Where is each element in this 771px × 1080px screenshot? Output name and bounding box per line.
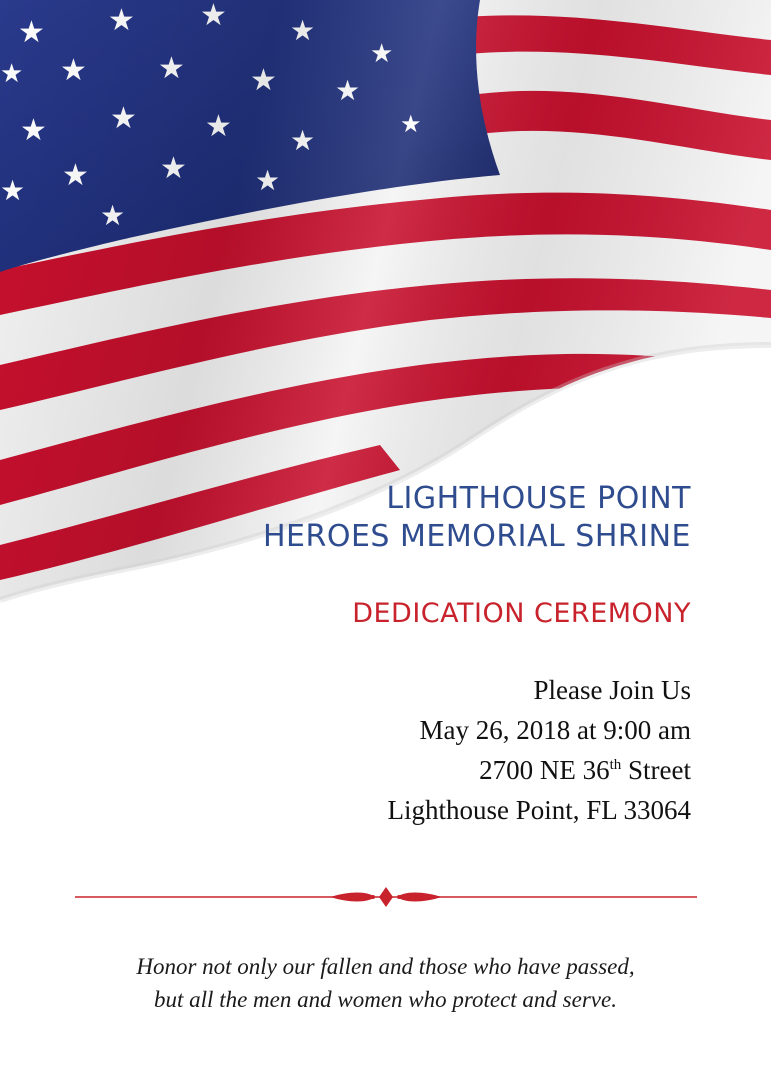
street-suffix: Street bbox=[621, 755, 691, 785]
honor-quote bbox=[40, 950, 731, 1016]
ornamental-divider bbox=[75, 880, 697, 914]
title-line-2: HEROES MEMORIAL SHRINE bbox=[263, 519, 691, 554]
street-number: 2700 NE 36 bbox=[479, 755, 610, 785]
street-ordinal: th bbox=[609, 757, 622, 773]
event-city-line: Lighthouse Point, FL 33064 bbox=[387, 795, 691, 825]
event-datetime: May 26, 2018 at 9:00 am bbox=[419, 715, 691, 745]
invite-text: Please Join Us bbox=[533, 675, 691, 705]
event-street-address bbox=[387, 750, 691, 790]
event-subtitle: DEDICATION CEREMONY bbox=[352, 598, 691, 629]
title-line-1: LIGHTHOUSE POINT bbox=[386, 481, 691, 516]
quote-line-2: but all the men and women who protect and serve. bbox=[154, 987, 617, 1012]
quote-line-1: Honor not only our fallen and those who have passed, bbox=[136, 954, 635, 979]
event-details bbox=[387, 670, 691, 830]
event-title bbox=[131, 480, 691, 556]
